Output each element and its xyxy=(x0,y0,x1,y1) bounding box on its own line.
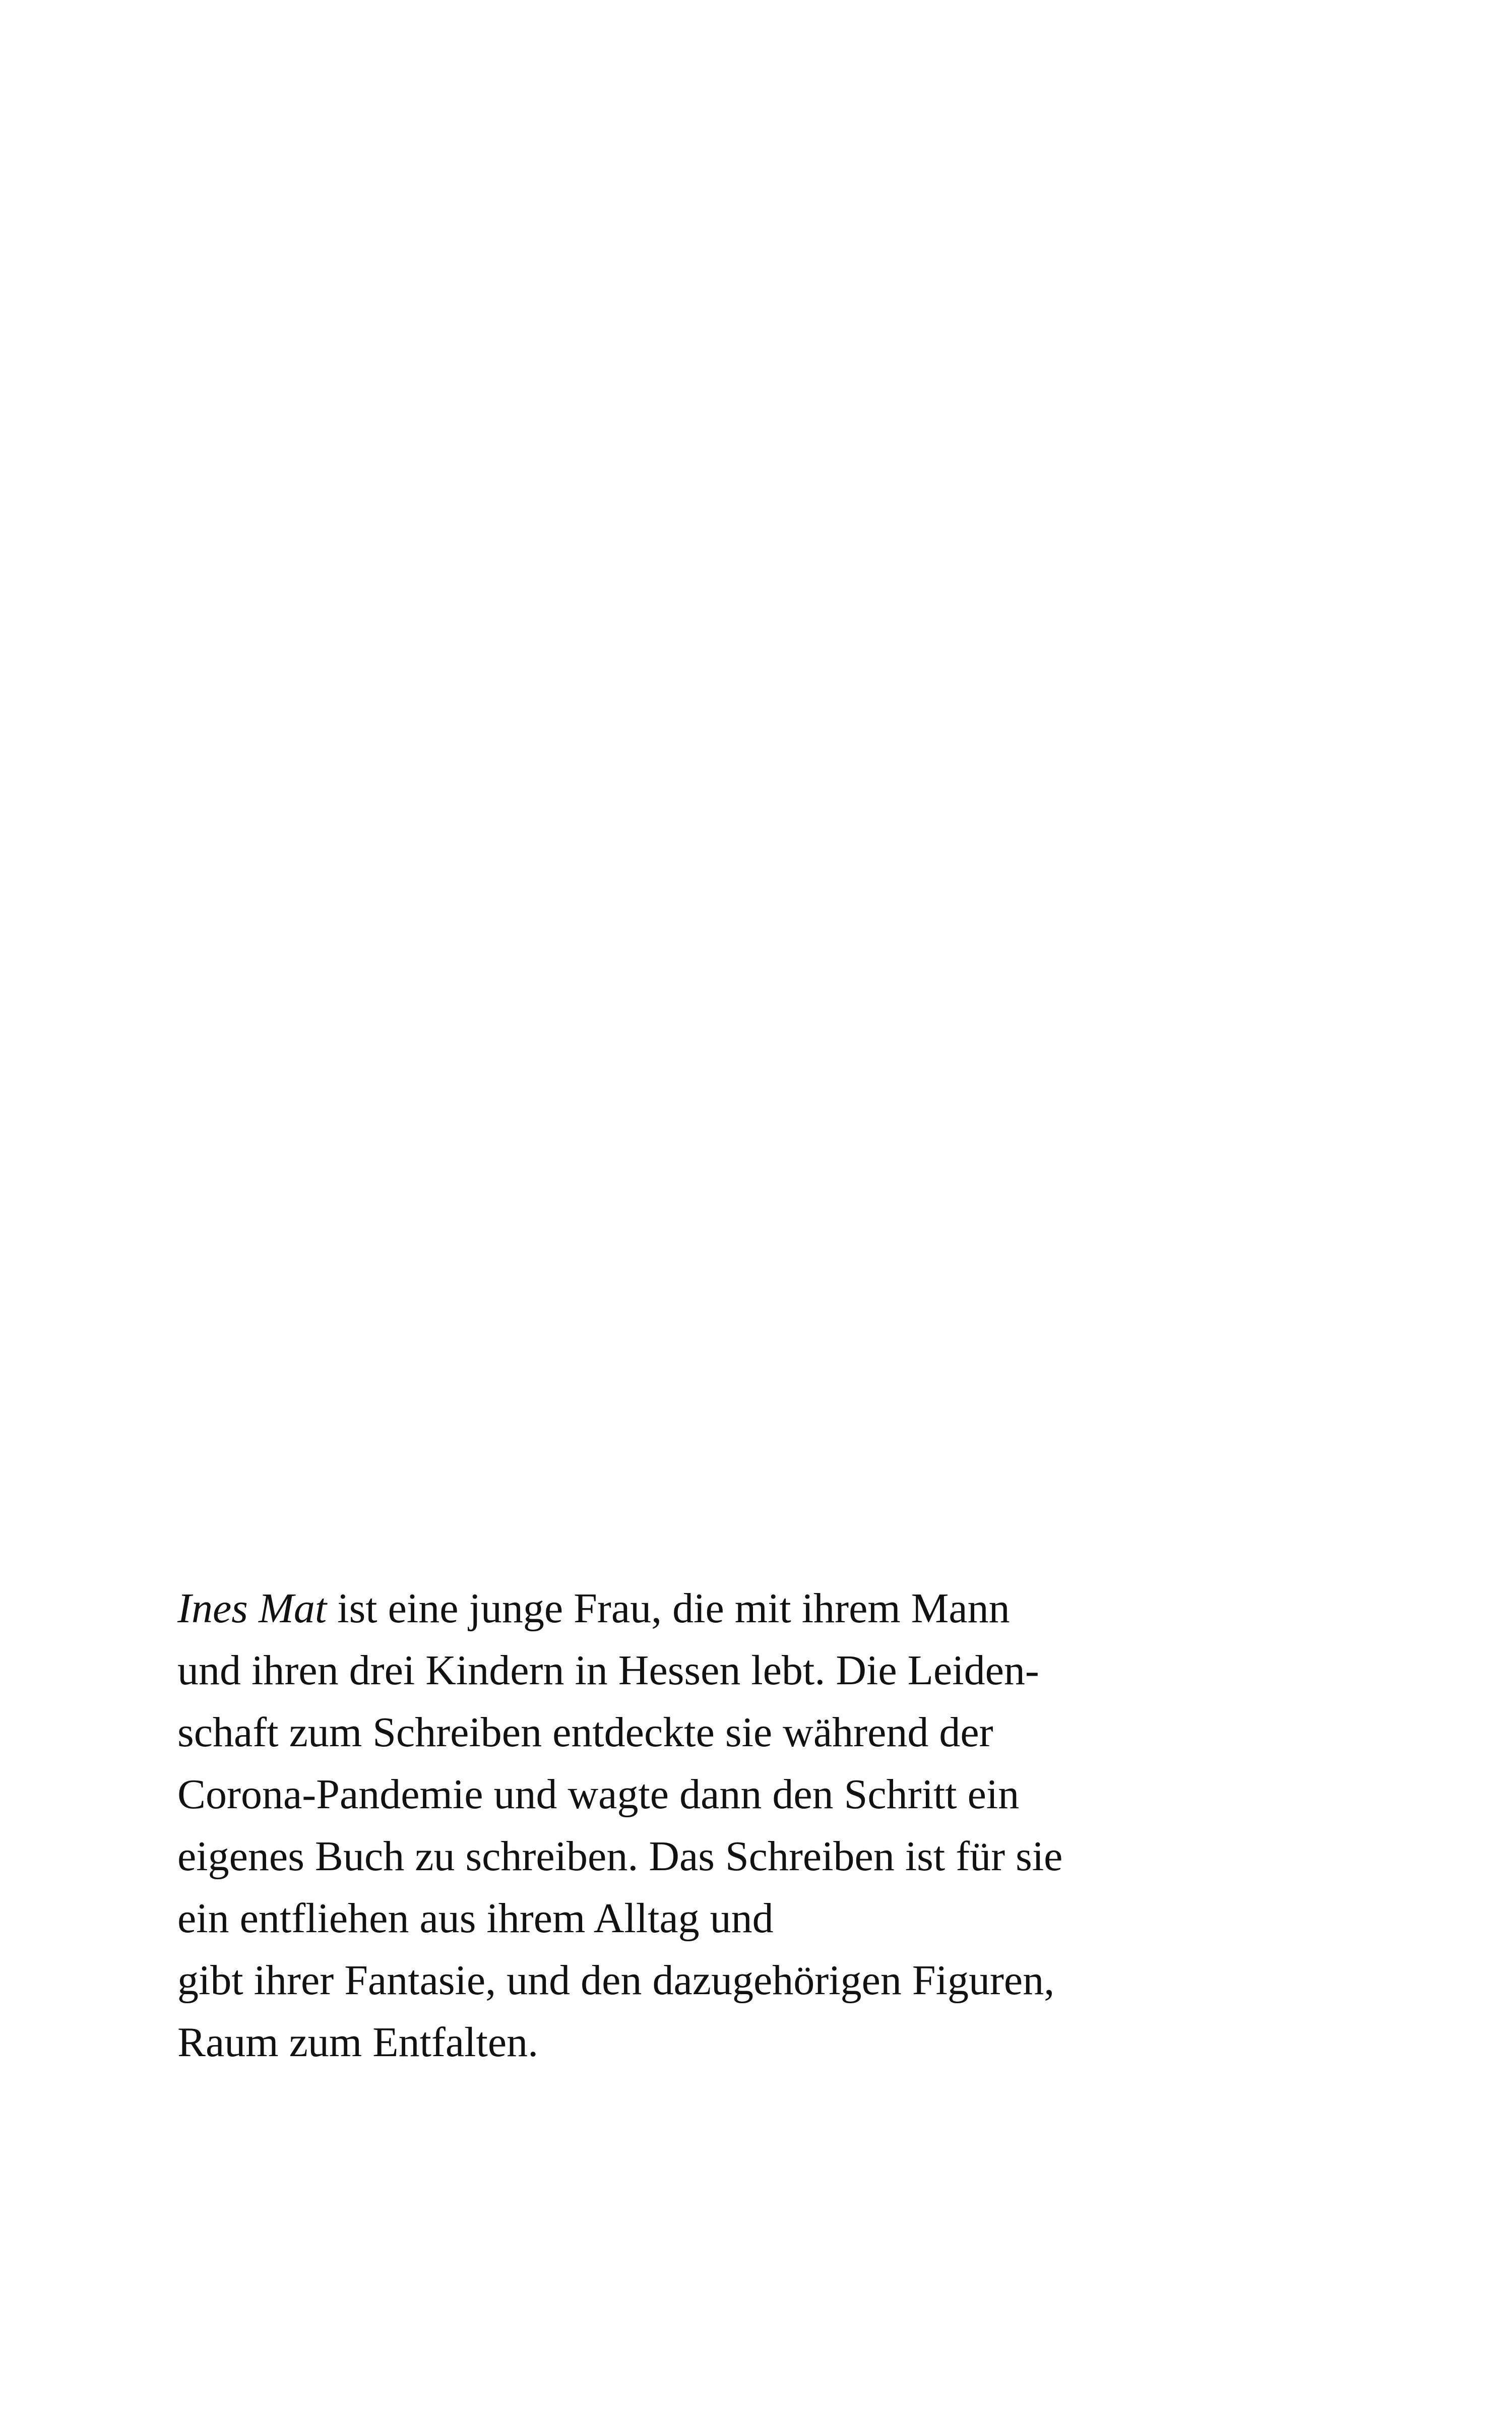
bio-line-8: Raum zum Entfalten. xyxy=(177,2019,539,2066)
bio-line-2: und ihren drei Kindern in Hessen lebt. Die Leiden- xyxy=(177,1647,1039,1694)
bio-line-3: schaft zum Schreiben entdeckte sie während der xyxy=(177,1709,993,1756)
bio-line-7: gibt ihrer Fantasie, und den dazugehörigen Figuren, xyxy=(177,1957,1055,2004)
bio-line-6: ein entfliehen aus ihrem Alltag und xyxy=(177,1895,774,1942)
bio-line-1 xyxy=(177,1577,1185,1639)
bio-line-5: eigenes Buch zu schreiben. Das Schreiben ist für sie xyxy=(177,1833,1063,1880)
author-name: Ines Mat xyxy=(177,1585,327,1632)
bio-line-1-text: ist eine junge Frau, die mit ihrem Mann xyxy=(327,1585,1010,1632)
author-bio xyxy=(177,1577,1185,2073)
bio-line-4: Corona-Pandemie und wagte dann den Schritt ein xyxy=(177,1771,1020,1818)
